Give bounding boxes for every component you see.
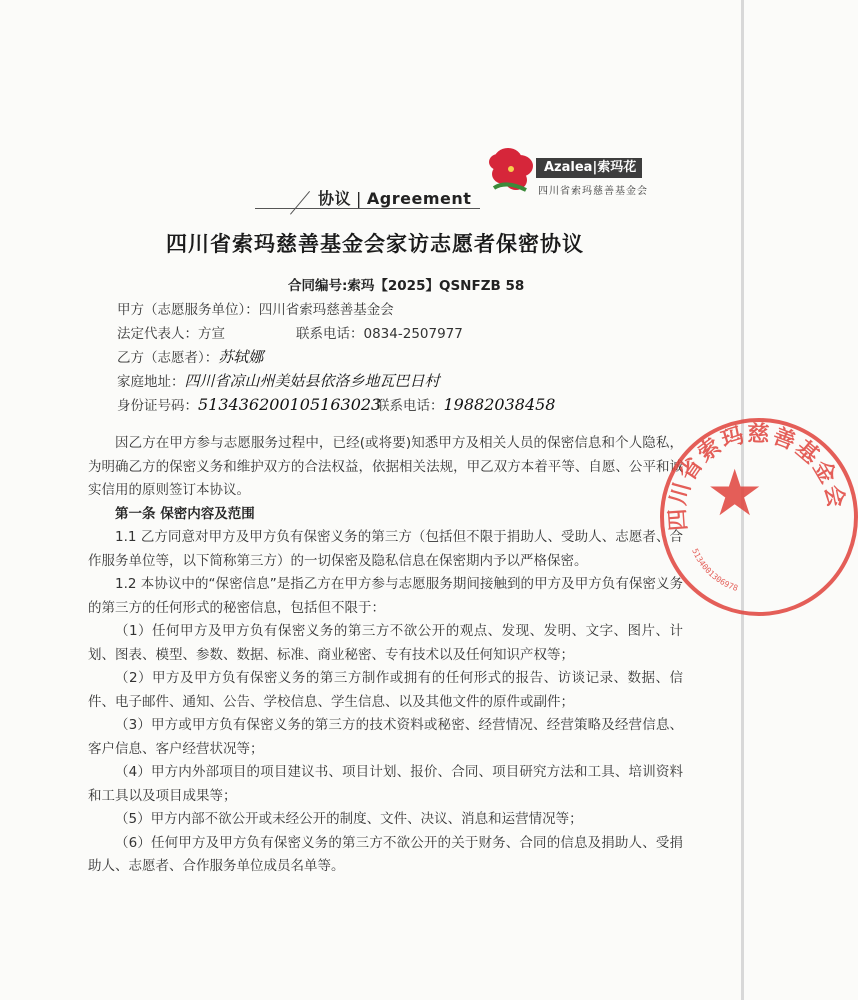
party-a-line — [117, 298, 394, 318]
contract-number: 合同编号:索玛【2025】QSNFZB 58 — [288, 278, 525, 294]
id-line — [117, 394, 381, 414]
preamble-paragraph: 因乙方在甲方参与志愿服务过程中，已经(或将要)知悉甲方及相关人员的保密信息和个人隐私，为明确乙方的保密义务和维护双方的合法权益，依据相关法规，甲乙双方本着平等、自愿、公平和诚实信用的原则签订本协议。 — [88, 435, 683, 498]
id-label: 身份证号码： — [117, 398, 198, 414]
seal-star-icon: ★ — [706, 457, 764, 531]
address-line — [117, 370, 440, 391]
item-5: （5）甲方内部不欲公开或未经公开的制度、文件、决议、消息和运营情况等； — [115, 811, 583, 827]
document-title: 四川省索玛慈善基金会家访志愿者保密协议 — [166, 232, 584, 256]
seal-name: 四川省索玛慈善基金会 — [665, 421, 849, 532]
party-b-line — [117, 346, 263, 367]
clause-1-1: 1.1 乙方同意对甲方及甲方负有保密义务的第三方（包括但不限于捐助人、受助人、志愿者、合作服务单位等，以下简称第三方）的一切保密及隐私信息在保密期内予以严格保密。 — [88, 529, 683, 569]
tag-en: Agreement — [366, 189, 472, 208]
agreement-tag — [318, 186, 471, 209]
party-b-phone-label: 联系电话： — [376, 398, 444, 414]
tag-cn: 协议 — [318, 189, 352, 208]
item-4: （4）甲方内外部项目的项目建议书、项目计划、报价、合同、项目研究方法和工具、培训资料和工具以及项目成果等； — [88, 764, 683, 804]
party-a-phone-line — [296, 322, 463, 342]
tag-separator: | — [356, 189, 362, 208]
item-2: （2）甲方及甲方负有保密义务的第三方制作或拥有的任何形式的报告、访谈记录、数据、信件、电子邮件、通知、公告、学校信息、学生信息、以及其他文件的原件或副件； — [88, 670, 683, 710]
logo-subtitle: 四川省索玛慈善基金会 — [538, 186, 648, 197]
svg-text:5134001306978 — [690, 547, 739, 593]
id-handwritten: 513436200105163023 — [198, 395, 382, 414]
rep-label: 法定代表人： — [117, 326, 198, 342]
agreement-body — [88, 432, 683, 879]
official-seal — [660, 418, 858, 616]
logo-brand-text: Azalea|索玛花 — [536, 158, 642, 178]
item-1: （1）任何甲方及甲方负有保密义务的第三方不欲公开的观点、发现、发明、文字、图片、计划、图表、模型、参数、数据、标准、商业秘密、专有技术以及任何知识产权等； — [88, 623, 683, 663]
party-a-phone-label: 联系电话： — [296, 326, 364, 342]
rep-value: 方宣 — [198, 326, 225, 342]
foundation-logo — [486, 140, 651, 196]
party-b-phone-handwritten: 19882038458 — [443, 395, 556, 414]
party-b-label: 乙方（志愿者）： — [117, 350, 219, 366]
party-a-rep-line — [117, 322, 225, 342]
party-a-phone-value: 0834-2507977 — [363, 326, 463, 342]
item-6: （6）任何甲方及甲方负有保密义务的第三方不欲公开的关于财务、合同的信息及捐助人、受捐助人、志愿者、合作服务单位成员名单等。 — [88, 834, 683, 874]
party-b-name-handwritten: 苏轼娜 — [218, 348, 264, 366]
clause-1-2: 1.2 本协议中的“保密信息”是指乙方在甲方参与志愿服务期间接触到的甲方及甲方负有保密义务的第三方的任何形式的秘密信息，包括但不限于： — [88, 576, 683, 616]
address-label: 家庭地址： — [117, 374, 185, 390]
item-3: （3）甲方或甲方负有保密义务的第三方的技术资料或秘密、经营情况、经营策略及经营信息、客户信息、客户经营状况等； — [88, 717, 683, 757]
party-a-label: 甲方（志愿服务单位）： — [117, 302, 259, 318]
party-b-phone-line — [376, 394, 555, 414]
seal-number: 5134001306978 — [690, 547, 740, 593]
address-handwritten: 四川省凉山州美姑县依洛乡地瓦巴日村 — [184, 372, 440, 390]
tag-divider — [290, 191, 310, 215]
party-a-value: 四川省索玛慈善基金会 — [258, 302, 394, 318]
article-heading: 第一条 保密内容及范围 — [115, 505, 255, 522]
